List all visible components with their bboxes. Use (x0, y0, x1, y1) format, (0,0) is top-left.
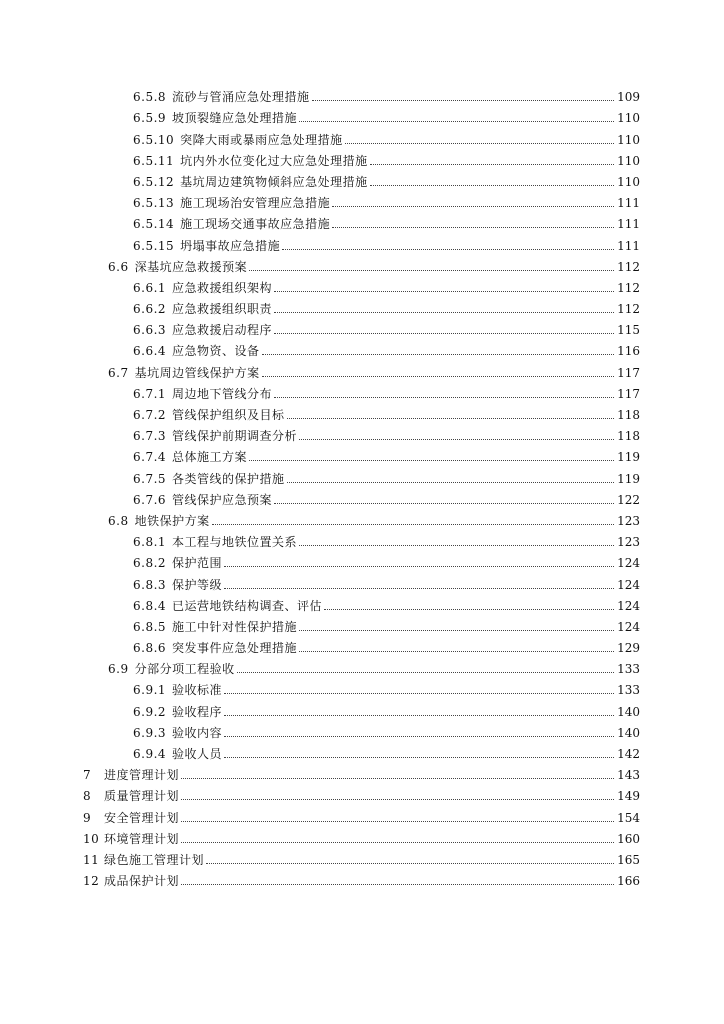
toc-entry-title: 安全管理计划 (104, 810, 180, 825)
toc-entry-title: 基坑周边管线保护方案 (134, 365, 260, 380)
dot-leader (181, 777, 614, 779)
dot-leader (224, 565, 614, 567)
toc-entry-number: 6.7.1 (133, 386, 167, 401)
toc-entry-number: 6.7.3 (133, 429, 167, 444)
toc-entry-number: 6.6.1 (133, 280, 167, 295)
toc-entry-number: 6.5.15 (133, 238, 175, 253)
toc-entry-page-number: 118 (617, 429, 640, 444)
toc-entry-page-number: 160 (617, 831, 640, 846)
toc-entry[interactable] (0, 231, 724, 252)
toc-entry-page-number: 112 (617, 259, 640, 274)
dot-leader (181, 883, 614, 885)
toc-entry-page-number: 112 (617, 302, 640, 317)
toc-entry-number: 6.8.2 (133, 556, 167, 571)
toc-entry[interactable] (0, 422, 724, 443)
dot-leader (206, 862, 614, 864)
toc-entry-page-number: 149 (617, 789, 640, 804)
toc-entry-number: 6.5.14 (133, 217, 175, 232)
toc-entry-title: 施工现场治安管理应急措施 (180, 196, 331, 211)
toc-entry-page-number: 116 (617, 344, 640, 359)
toc-entry-title: 验收内容 (172, 725, 223, 740)
toc-entry-page-number: 142 (617, 747, 640, 761)
toc-entry[interactable] (0, 825, 724, 846)
toc-entry-page-number: 119 (617, 450, 640, 465)
dot-leader (299, 438, 614, 440)
toc-entry[interactable] (0, 782, 724, 803)
toc-entry-page-number: 123 (617, 513, 640, 528)
dot-leader (274, 290, 614, 292)
toc-entry-number: 6.5.10 (133, 132, 175, 147)
toc-entry-page-number: 124 (617, 577, 640, 592)
toc-entry-page-number: 111 (617, 238, 640, 253)
toc-entry-number: 10 (83, 832, 104, 846)
toc-entry-page-number: 112 (617, 280, 640, 295)
dot-leader (345, 142, 614, 144)
dot-leader (262, 375, 614, 377)
dot-leader (274, 396, 614, 398)
toc-entry-number: 6.9.2 (133, 704, 167, 719)
toc-entry[interactable] (0, 125, 724, 146)
toc-entry-number: 6.7.2 (133, 408, 167, 422)
toc-entry-title: 管线保护组织及目标 (172, 408, 285, 422)
toc-entry[interactable] (0, 464, 724, 485)
toc-entry[interactable] (0, 253, 724, 274)
toc-entry[interactable] (0, 380, 724, 401)
toc-entry[interactable] (0, 210, 724, 231)
dot-leader (299, 544, 614, 546)
dot-leader (181, 841, 614, 843)
toc-entry-page-number: 111 (617, 196, 640, 211)
toc-entry[interactable] (0, 83, 724, 104)
toc-entry[interactable] (0, 316, 724, 337)
toc-entry-number: 8 (83, 789, 104, 803)
toc-entry-title: 进度管理计划 (104, 768, 180, 783)
table-of-contents (0, 83, 724, 888)
toc-entry-page-number: 122 (617, 492, 640, 507)
toc-entry-title: 已运营地铁结构调查、评估 (172, 598, 323, 613)
toc-entry-title: 应急物资、设备 (172, 344, 260, 359)
toc-entry-page-number: 110 (617, 132, 640, 147)
toc-entry-title: 成品保护计划 (104, 874, 180, 889)
dot-leader (212, 523, 614, 525)
toc-entry-page-number: 133 (617, 662, 640, 677)
toc-entry-number: 6.6.3 (133, 323, 167, 338)
toc-entry-number: 7 (83, 768, 104, 782)
toc-entry-page-number: 140 (617, 704, 640, 719)
toc-entry-title: 深基坑应急救援预案 (134, 259, 248, 274)
toc-entry-page-number: 111 (617, 217, 640, 232)
toc-entry-number: 6.5.12 (133, 174, 175, 189)
toc-entry[interactable] (0, 740, 724, 761)
dot-leader (332, 226, 614, 228)
toc-entry-number: 6.7.6 (133, 492, 167, 507)
toc-entry-number: 6.5.11 (133, 153, 175, 168)
toc-entry-title: 应急救援启动程序 (172, 323, 273, 338)
toc-entry-number: 6.8.6 (133, 641, 167, 656)
dot-leader (312, 99, 614, 101)
toc-entry-title: 验收标准 (172, 683, 223, 698)
dot-leader (370, 163, 614, 165)
toc-entry-number: 6.9.3 (133, 725, 167, 740)
toc-entry-page-number: 124 (617, 598, 640, 613)
toc-entry-title: 绿色施工管理计划 (104, 852, 205, 867)
toc-entry-number: 6.8.4 (133, 598, 167, 613)
toc-entry-page-number: 109 (617, 90, 640, 105)
toc-entry[interactable] (0, 846, 724, 867)
toc-entry-title: 坡顶裂缝应急处理措施 (172, 111, 298, 126)
toc-entry-page-number: 124 (617, 619, 640, 634)
toc-entry-title: 坍塌事故应急措施 (180, 238, 281, 253)
toc-entry-page-number: 129 (617, 641, 640, 656)
dot-leader (324, 608, 614, 610)
toc-entry[interactable] (0, 358, 724, 379)
toc-entry-number: 6.6.4 (133, 344, 167, 359)
dot-leader (299, 629, 614, 631)
dot-leader (249, 269, 614, 271)
toc-entry-number: 6.8.5 (133, 619, 167, 634)
toc-entry-title: 地铁保护方案 (134, 513, 210, 528)
toc-entry-page-number: 165 (617, 852, 640, 867)
toc-entry-title: 验收程序 (172, 704, 223, 719)
toc-entry-number: 12 (83, 874, 104, 888)
toc-entry-title: 基坑周边建筑物倾斜应急处理措施 (180, 174, 368, 189)
toc-entry[interactable] (0, 443, 724, 464)
toc-entry-title: 应急救援组织职责 (172, 302, 273, 317)
toc-entry-page-number: 117 (617, 365, 640, 380)
toc-entry-page-number: 115 (617, 323, 640, 338)
toc-entry[interactable] (0, 719, 724, 740)
toc-entry-number: 6.5.9 (133, 111, 167, 126)
dot-leader (274, 332, 614, 334)
toc-entry[interactable] (0, 655, 724, 676)
toc-entry-page-number: 166 (617, 874, 640, 889)
toc-entry-number: 6.8.1 (133, 535, 167, 550)
toc-entry-page-number: 123 (617, 535, 640, 550)
toc-entry-page-number: 124 (617, 556, 640, 571)
toc-entry-title: 本工程与地铁位置关系 (172, 535, 298, 550)
toc-entry[interactable] (0, 697, 724, 718)
toc-entry[interactable] (0, 613, 724, 634)
toc-entry[interactable] (0, 507, 724, 528)
toc-entry-title: 施工中针对性保护措施 (172, 619, 298, 634)
dot-leader (370, 184, 614, 186)
toc-entry[interactable] (0, 401, 724, 422)
dot-leader (224, 735, 614, 737)
toc-entry-number: 6.6 (108, 259, 129, 274)
toc-entry-page-number: 140 (617, 725, 640, 740)
toc-entry[interactable] (0, 592, 724, 613)
dot-leader (224, 714, 614, 716)
toc-entry-number: 6.9.1 (133, 683, 167, 698)
dot-leader (249, 459, 614, 461)
toc-entry-title: 质量管理计划 (104, 789, 180, 804)
toc-entry-number: 6.8 (108, 513, 129, 528)
toc-entry-page-number: 110 (617, 174, 640, 189)
toc-entry-title: 各类管线的保护措施 (172, 471, 285, 486)
dot-leader (274, 502, 614, 504)
toc-entry-number: 6.8.3 (133, 577, 167, 592)
toc-entry-number: 6.5.8 (133, 90, 167, 105)
toc-entry-title: 总体施工方案 (172, 450, 248, 465)
toc-entry-number: 6.5.13 (133, 196, 175, 211)
toc-entry-title: 分部分项工程验收 (134, 662, 235, 677)
toc-entry-title: 管线保护前期调查分析 (172, 429, 298, 444)
dot-leader (287, 481, 614, 483)
toc-entry-title: 施工现场交通事故应急措施 (180, 217, 331, 232)
dot-leader (262, 353, 614, 355)
toc-entry[interactable] (0, 274, 724, 295)
toc-entry[interactable] (0, 104, 724, 125)
dot-leader (299, 120, 614, 122)
dot-leader (237, 671, 614, 673)
dot-leader (224, 587, 614, 589)
toc-entry[interactable] (0, 486, 724, 507)
dot-leader (181, 820, 614, 822)
toc-entry[interactable] (0, 549, 724, 570)
dot-leader (287, 417, 614, 419)
toc-entry-title: 保护等级 (172, 577, 223, 592)
toc-entry-number: 6.6.2 (133, 302, 167, 317)
toc-entry-title: 流砂与管涌应急处理措施 (172, 90, 310, 105)
toc-entry[interactable] (0, 189, 724, 210)
toc-entry-page-number: 133 (617, 683, 640, 698)
toc-entry-number: 6.7.4 (133, 450, 167, 465)
toc-entry-title: 突发事件应急处理措施 (172, 641, 298, 656)
toc-entry-page-number: 143 (617, 768, 640, 783)
toc-entry[interactable] (0, 337, 724, 358)
dot-leader (332, 205, 614, 207)
toc-entry[interactable] (0, 676, 724, 697)
dot-leader (224, 756, 614, 758)
toc-entry[interactable] (0, 147, 724, 168)
toc-entry[interactable] (0, 867, 724, 888)
toc-entry[interactable] (0, 168, 724, 189)
toc-entry-page-number: 154 (617, 810, 640, 825)
dot-leader (224, 692, 614, 694)
toc-entry-number: 6.7.5 (133, 471, 167, 486)
toc-entry-title: 保护范围 (172, 556, 223, 571)
toc-entry-title: 管线保护应急预案 (172, 492, 273, 507)
toc-entry[interactable] (0, 634, 724, 655)
toc-entry-number: 6.7 (108, 365, 129, 380)
toc-entry-title: 验收人员 (172, 747, 223, 761)
toc-entry-number: 11 (83, 853, 104, 867)
toc-entry-title: 周边地下管线分布 (172, 386, 273, 401)
toc-entry-number: 9 (83, 811, 104, 825)
toc-entry-page-number: 117 (617, 386, 640, 401)
toc-entry[interactable] (0, 295, 724, 316)
toc-entry[interactable] (0, 528, 724, 549)
toc-entry-page-number: 110 (617, 111, 640, 126)
toc-entry-number: 6.9 (108, 662, 129, 677)
toc-entry[interactable] (0, 803, 724, 824)
toc-entry[interactable] (0, 761, 724, 782)
toc-entry-page-number: 118 (617, 408, 640, 422)
toc-entry-page-number: 119 (617, 471, 640, 486)
toc-entry-title: 突降大雨或暴雨应急处理措施 (180, 132, 343, 147)
dot-leader (181, 798, 614, 800)
toc-entry-title: 环境管理计划 (104, 831, 180, 846)
dot-leader (274, 311, 614, 313)
toc-entry-page-number: 110 (617, 153, 640, 168)
dot-leader (282, 248, 614, 250)
dot-leader (299, 650, 614, 652)
toc-entry-title: 坑内外水位变化过大应急处理措施 (180, 153, 368, 168)
toc-entry-title: 应急救援组织架构 (172, 280, 273, 295)
toc-entry-number: 6.9.4 (133, 747, 167, 761)
toc-entry[interactable] (0, 570, 724, 591)
